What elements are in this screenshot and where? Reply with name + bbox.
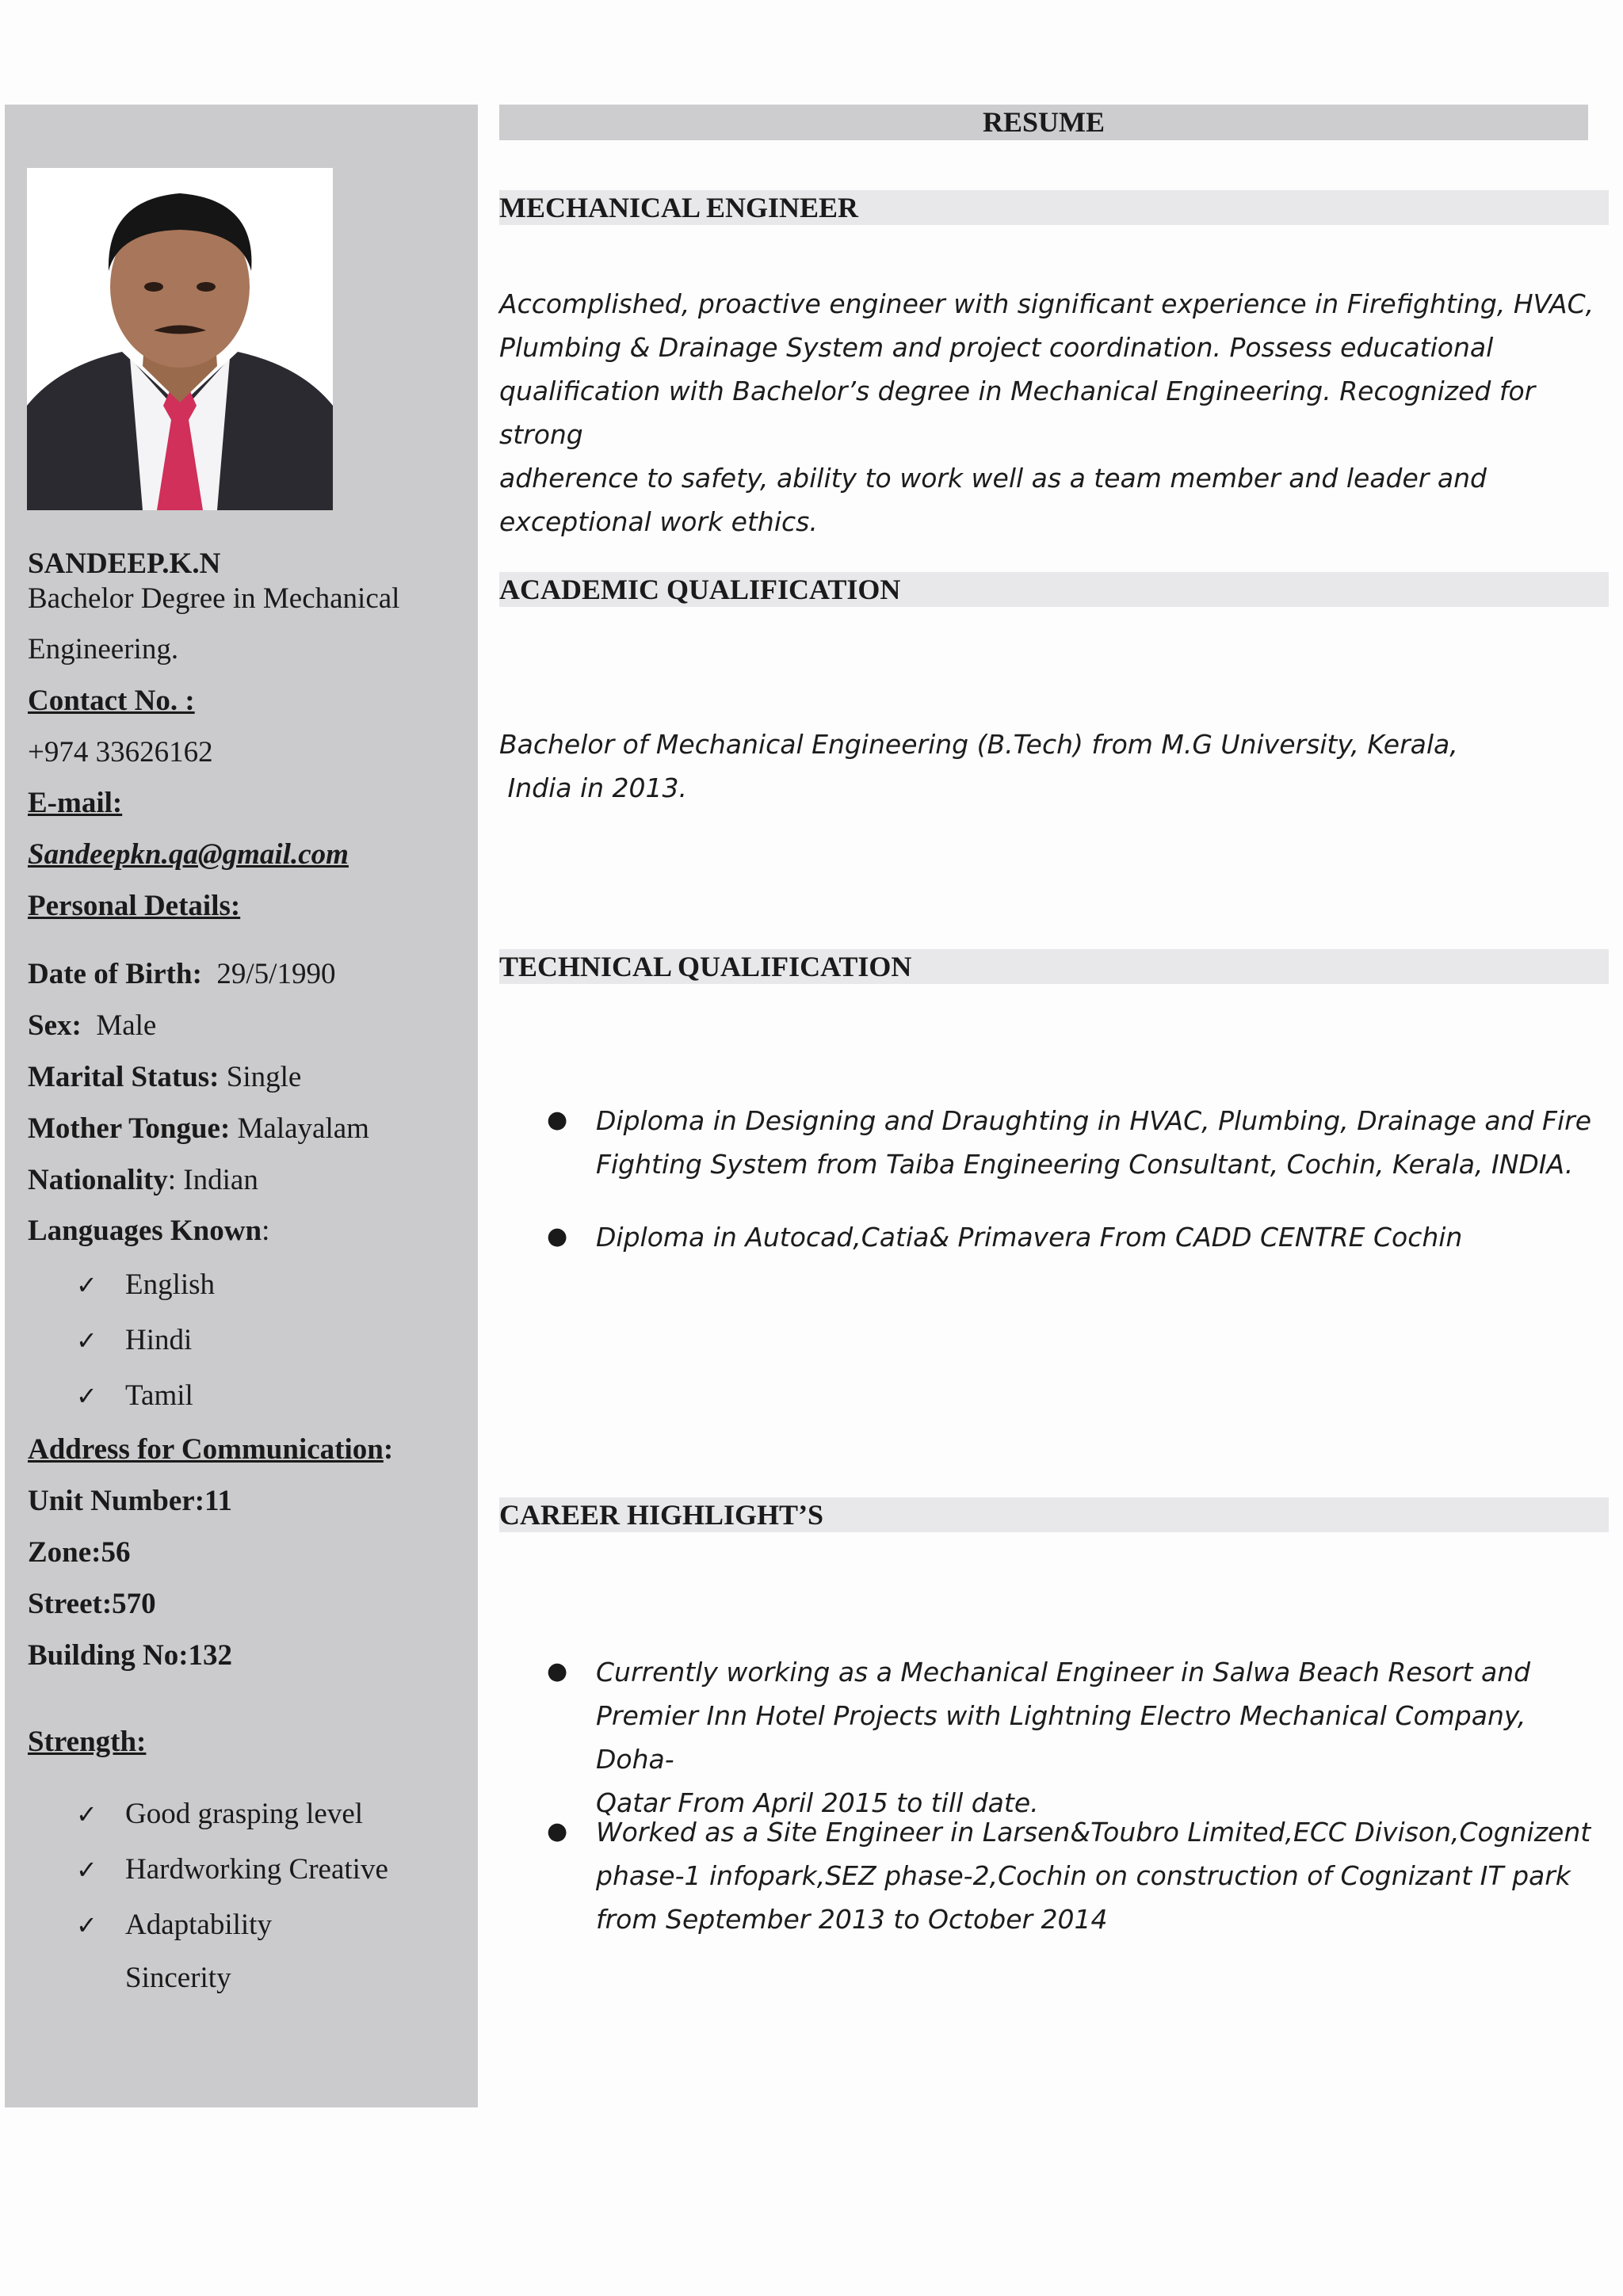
- technical-line: Fighting System from Taiba Engineering Consultant, Cochin, Kerala, INDIA.: [596, 1149, 1574, 1180]
- technical-line: Diploma in Designing and Draughting in HVAC, Plumbing, Drainage and Fire: [596, 1105, 1592, 1136]
- tongue-label: Mother Tongue:: [28, 1112, 231, 1145]
- personal-details-label: Personal Details:: [28, 890, 241, 922]
- strength-item: [76, 1852, 388, 1886]
- strength-item: [76, 1908, 272, 1942]
- bullet-icon: ●: [547, 1222, 568, 1250]
- address-label: Address for Communication: [28, 1433, 384, 1466]
- career-line: Worked as a Site Engineer in Larsen&Toubro Limited,ECC Divison,Cognizent: [596, 1817, 1591, 1848]
- check-icon: ✓: [76, 1910, 97, 1940]
- tongue-row: [28, 1112, 472, 1146]
- contact-number: +974 33626162: [28, 736, 213, 769]
- address-zone: Zone:56: [28, 1536, 131, 1569]
- language-label: English: [125, 1268, 216, 1301]
- dob-label: Date of Birth:: [28, 958, 202, 990]
- profile-photo: [27, 168, 333, 510]
- languages-label: Languages Known: [28, 1215, 262, 1247]
- languages-colon: :: [262, 1215, 270, 1247]
- strength-text: Good grasping level: [125, 1798, 364, 1830]
- address-street: Street:570: [28, 1588, 156, 1620]
- address-unit: Unit Number:11: [28, 1485, 232, 1517]
- career-line: Qatar From April 2015 to till date.: [596, 1787, 1039, 1818]
- language-item: [76, 1268, 215, 1302]
- languages-row: [28, 1214, 472, 1249]
- address-building: Building No:132: [28, 1639, 233, 1672]
- strength-item-extra: Sincerity: [125, 1962, 231, 1994]
- summary-line: qualification with Bachelor’s degree in Mechanical Engineering. Recognized for strong: [499, 376, 1536, 450]
- check-icon: ✓: [76, 1799, 97, 1829]
- heading-mechanical-engineer: MECHANICAL ENGINEER: [499, 190, 1609, 225]
- technical-item: [596, 1099, 1602, 1186]
- heading-academic-qualification: ACADEMIC QUALIFICATION: [499, 572, 1609, 607]
- summary-line: adherence to safety, ability to work well as a team member and leader and: [499, 463, 1487, 494]
- nationality-value: : Indian: [167, 1164, 258, 1196]
- dob-row: [28, 957, 472, 992]
- degree-line-2: Engineering.: [28, 633, 179, 666]
- strength-text: Hardworking Creative: [125, 1853, 388, 1886]
- academic-paragraph: [499, 723, 1601, 810]
- language-label: Tamil: [125, 1379, 193, 1412]
- sex-label: Sex:: [28, 1009, 82, 1042]
- degree-line-1: Bachelor Degree in Mechanical: [28, 582, 400, 615]
- bullet-icon: ●: [547, 1106, 568, 1134]
- email-link[interactable]: Sandeepkn.qa@gmail.com: [28, 838, 349, 871]
- dob-value: 29/5/1990: [216, 958, 336, 990]
- heading-career-highlights: CAREER HIGHLIGHT’S: [499, 1497, 1609, 1532]
- career-item: [596, 1650, 1602, 1825]
- marital-row: [28, 1060, 472, 1095]
- career-line: Premier Inn Hotel Projects with Lightning Electro Mechanical Company, Doha-: [596, 1700, 1526, 1775]
- summary-line: exceptional work ethics.: [499, 506, 818, 537]
- check-icon: ✓: [76, 1855, 97, 1885]
- language-item: [76, 1323, 192, 1357]
- check-icon: ✓: [76, 1325, 97, 1356]
- summary-line: Plumbing & Drainage System and project coordination. Possess educational: [499, 332, 1494, 363]
- bullet-icon: ●: [547, 1657, 568, 1685]
- address-colon: :: [383, 1433, 394, 1466]
- strength-label: Strength:: [28, 1726, 147, 1758]
- academic-line: Bachelor of Mechanical Engineering (B.Tech) from M.G University, Kerala,: [499, 729, 1458, 760]
- email-label: E-mail:: [28, 787, 123, 819]
- nationality-label: Nationality: [28, 1164, 168, 1196]
- heading-technical-qualification: TECHNICAL QUALIFICATION: [499, 949, 1609, 984]
- language-item: [76, 1379, 193, 1413]
- nationality-row: [28, 1163, 472, 1198]
- career-item: [596, 1810, 1602, 1941]
- address-row: [28, 1432, 472, 1467]
- contact-label: Contact No. :: [28, 685, 195, 717]
- language-label: Hindi: [125, 1324, 193, 1356]
- tongue-value: Malayalam: [237, 1112, 369, 1145]
- academic-line: India in 2013.: [499, 772, 688, 803]
- summary-paragraph: [499, 282, 1601, 543]
- career-line: from September 2013 to October 2014: [596, 1904, 1108, 1935]
- technical-line: Diploma in Autocad,Catia& Primavera From CADD CENTRE Cochin: [596, 1222, 1463, 1253]
- strength-item: [76, 1797, 363, 1831]
- sex-row: [28, 1009, 472, 1043]
- marital-value: Single: [226, 1061, 302, 1093]
- sex-value: Male: [96, 1009, 157, 1042]
- technical-item: [596, 1215, 1602, 1259]
- resume-title: RESUME: [499, 105, 1588, 140]
- career-line: phase-1 infopark,SEZ phase-2,Cochin on construction of Cognizant IT park: [596, 1860, 1571, 1891]
- check-icon: ✓: [76, 1270, 97, 1300]
- summary-line: Accomplished, proactive engineer with significant experience in Firefighting, HVAC,: [499, 288, 1594, 319]
- check-icon: ✓: [76, 1381, 97, 1411]
- career-line: Currently working as a Mechanical Engineer in Salwa Beach Resort and: [596, 1657, 1531, 1688]
- bullet-icon: ●: [547, 1817, 568, 1845]
- candidate-name: SANDEEP.K.N: [28, 547, 221, 580]
- strength-text: Adaptability: [125, 1909, 272, 1941]
- marital-label: Marital Status:: [28, 1061, 220, 1093]
- profile-photo-image: [27, 168, 333, 510]
